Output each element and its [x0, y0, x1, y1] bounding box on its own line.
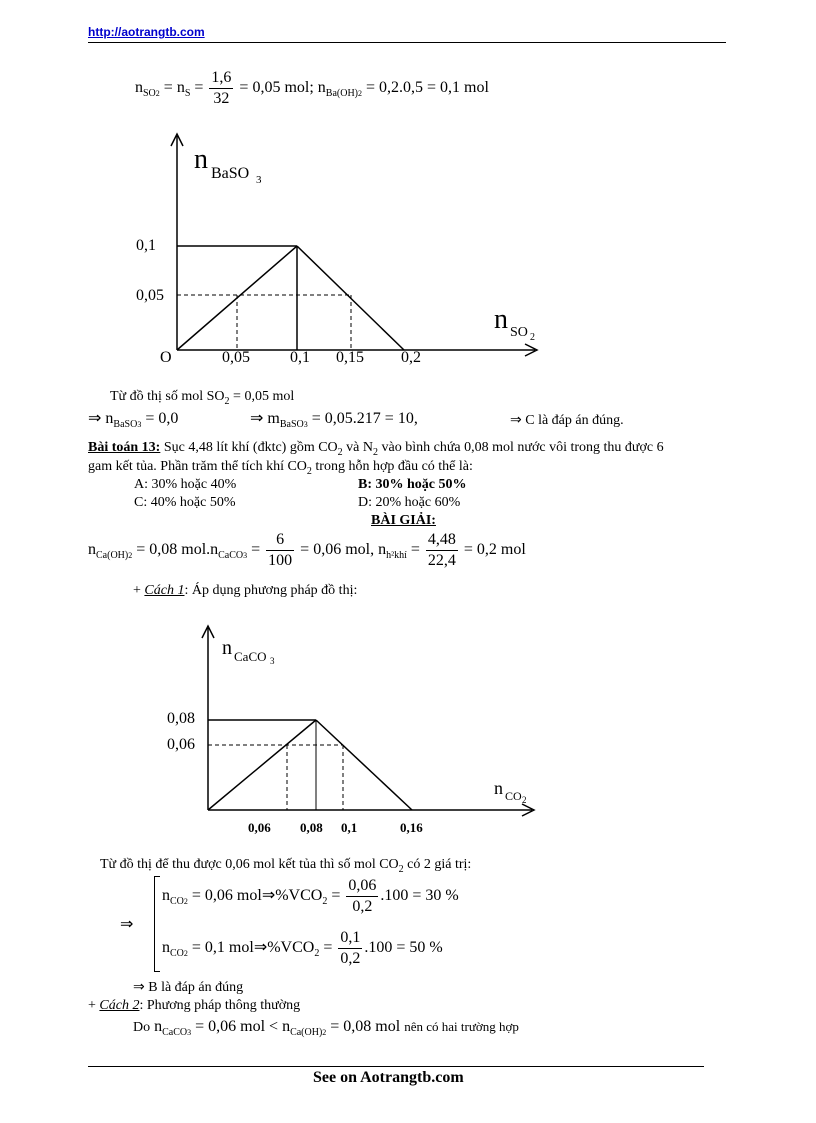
problem13-line1: Bài toán 13: Sục 4,48 lít khí (đktc) gồm $CO_2$ và $N_2$ vào bình chứa 0,08 mol nước vôi trong thu được 6: [88, 440, 664, 458]
problem13-line2: gam kết tủa. Phần trăm thể tích khí $CO_2$ trong hỗn hợp đầu có thể là:: [88, 459, 473, 477]
solution-heading: BÀI GIẢI:: [371, 513, 436, 528]
fraction-6-over-100: $\frac{6}{100}$: [268, 531, 293, 569]
graph1-y-label-n: n: [194, 144, 208, 175]
graph1-xtick: 0,2: [401, 349, 421, 366]
method2-heading: + Cách 2: Phương pháp thông thường: [88, 998, 301, 1013]
svg-text:3: 3: [256, 174, 262, 186]
graph2-x-label-n: n: [494, 778, 503, 798]
case-row-1: $n_{CO2} = 0,06$ $mol\Rightarrow\%VCO_2$ = $\frac{0,06}{0,2}$ .100 = 30 %: [162, 877, 459, 915]
formula-caoh2: $n_{Ca(OH)2} = 0,08$ $mol.n_{CaCO3}$ = $\frac{6}{100}$ = 0,06 mol, $n_{h^2khí}$ = $\frac{4,48}{22,4}$ = 0,2 mol: [88, 531, 526, 569]
graph-caco3: [160, 620, 540, 838]
header-rule: [88, 42, 726, 43]
graph2-rise: [208, 720, 316, 810]
fraction-4-48-over-22-4: $\frac{4,48}{22,4}$: [427, 531, 456, 569]
case-row-2: $n_{CO2} = 0,1$ $mol\Rightarrow\%VCO_2$ = $\frac{0,1}{0,2}$ .100 = 50 %: [162, 929, 443, 967]
cases-bracket: [154, 876, 160, 972]
graph2-ytick: 0,06: [167, 736, 195, 753]
method1-heading: + Cách 1: Áp dụng phương pháp đồ thị:: [133, 583, 358, 598]
svg-text:2: 2: [522, 795, 527, 805]
footer-text: See on Aotrangtb.com: [313, 1069, 464, 1086]
footer-rule: [88, 1066, 704, 1067]
formula-nso2: $n_{SO2} = n_S$ = $\frac{1,6}{32}$ = 0,05 mol; $n_{Ba(OH)2} = 0,2.0,5 = 0,1$ mol: [135, 69, 489, 107]
graph2-x-label-sub: CO: [505, 789, 522, 803]
graph2-xtick: 0,16: [400, 820, 423, 835]
graph1-x-label-n: n: [494, 304, 508, 335]
option-d: D: 20% hoặc 60%: [358, 495, 461, 510]
graph2-xtick: 0,08: [300, 820, 323, 835]
conclusion2-intro: Từ đồ thị để thu được 0,06 mol kết tủa thì số mol $CO_2$ có 2 giá trị:: [100, 857, 472, 875]
graph1-xtick: 0,1: [290, 349, 310, 366]
graph2-ytick: 0,08: [167, 710, 195, 727]
option-b: B: 30% hoặc 50%: [358, 477, 467, 492]
conclusion2-answer: ⇒ B là đáp án đúng: [133, 980, 244, 995]
graph2-xtick: 0,06: [248, 820, 271, 835]
graph2-y-label-n: n: [222, 637, 232, 659]
graph1-xtick: 0,15: [336, 349, 364, 366]
svg-text:2: 2: [530, 332, 535, 343]
graph2-xtick: 0,1: [341, 820, 358, 835]
graph1-y-label-sub: BaSO: [211, 165, 250, 182]
graph1-ytick: 0,1: [136, 237, 156, 254]
option-c: C: 40% hoặc 50%: [134, 495, 236, 510]
graph2-fall: [316, 720, 412, 810]
header-link[interactable]: http://aotrangtb.com: [88, 25, 205, 39]
svg-text:3: 3: [270, 656, 275, 666]
conclusion1-intro: Từ đồ thị số mol $SO_2 = 0,05$ mol: [110, 389, 295, 407]
graph1-x-label-sub: SO: [510, 325, 528, 340]
graph1-ytick: 0,05: [136, 287, 164, 304]
graph1-xtick: 0,05: [222, 349, 250, 366]
fraction-1-6-over-32: $\frac{1,6}{32}$: [211, 69, 232, 107]
fraction-0-1-over-0-2: $\frac{0,1}{0,2}$: [340, 929, 361, 967]
conclusion1-mass: ⇒ $m_{BaSO3} = 0,05.217 = 10$,: [250, 410, 418, 430]
graph2-y-label-sub: CaCO: [234, 649, 267, 664]
conclusion1-answer: ⇒ C là đáp án đúng.: [510, 413, 624, 428]
method2-formula: Do $n_{CaCO3} = 0,06$ mol < $n_{Ca(OH)2} = 0,08$ mol nên có hai trường hợp: [133, 1018, 519, 1038]
conclusion1-formula: ⇒ $n_{BaSO3} = 0,0$: [88, 410, 179, 430]
problem13-title: Bài toán 13:: [88, 440, 161, 455]
graph-baso3: [120, 128, 560, 368]
fraction-0-06-over-0-2: $\frac{0,06}{0,2}$: [348, 877, 377, 915]
graph1-origin: O: [160, 349, 172, 366]
conclusion2-arrow: ⇒: [120, 916, 134, 933]
option-a: A: 30% hoặc 40%: [134, 477, 237, 492]
